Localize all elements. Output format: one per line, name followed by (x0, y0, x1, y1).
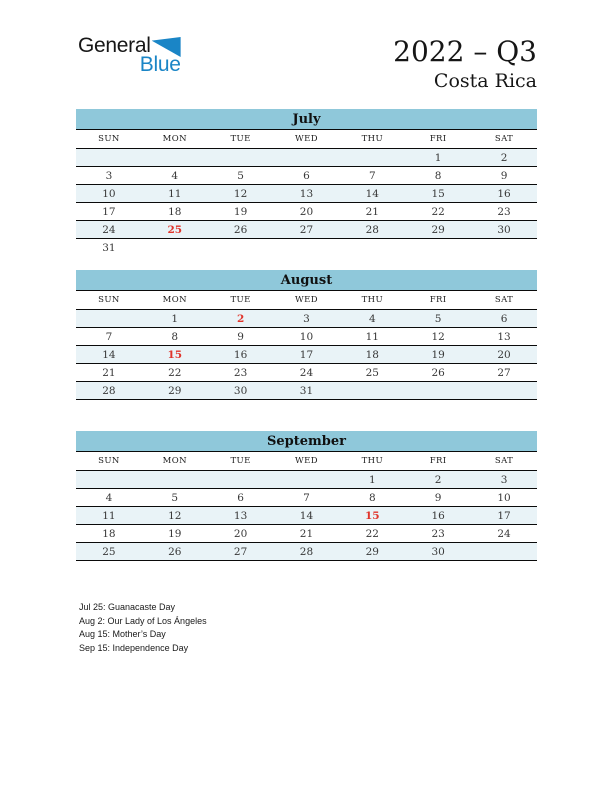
day-cell: 30 (208, 382, 274, 400)
day-cell: 28 (339, 221, 405, 239)
day-cell: 20 (299, 205, 314, 218)
day-cell: 13 (274, 185, 340, 203)
empty-day-cell (405, 239, 471, 257)
day-cell: 22 (365, 527, 379, 540)
empty-day-cell (142, 471, 208, 489)
holiday-item: Aug 2: Our Lady of Los Ángeles (79, 615, 207, 626)
day-cell: 23 (497, 205, 511, 218)
day-cell: 28 (274, 543, 340, 561)
day-cell: 24 (76, 221, 142, 239)
day-cell: 9 (237, 330, 244, 343)
day-cell: 11 (365, 330, 379, 343)
month-title: August (76, 270, 537, 291)
day-cell: 19 (405, 346, 471, 364)
empty-day-cell (471, 239, 537, 257)
logo-bottom-row (78, 54, 181, 76)
day-cell: 1 (339, 471, 405, 489)
day-cell: 22 (431, 205, 445, 218)
day-cell: 3 (274, 310, 340, 328)
empty-day-cell (142, 149, 208, 167)
day-cell: 8 (434, 169, 442, 182)
day-cell: 12 (431, 330, 445, 343)
day-cell: 9 (500, 169, 508, 182)
empty-day-cell (208, 239, 274, 257)
day-cell: 15 (405, 185, 471, 203)
general-blue-logo (78, 35, 181, 76)
day-cell: 31 (274, 382, 340, 400)
day-cell: 8 (171, 330, 179, 343)
day-cell: 4 (339, 310, 405, 328)
months-container (76, 109, 537, 561)
day-cell: 15 (142, 346, 208, 364)
day-cell: 21 (299, 527, 314, 540)
day-cell: 18 (339, 346, 405, 364)
day-cell: 26 (431, 366, 445, 379)
day-cell: 12 (208, 185, 274, 203)
day-cell: 16 (405, 507, 471, 525)
weekday-label: SUN (98, 295, 120, 305)
day-cell: 2 (208, 310, 274, 328)
empty-day-cell (274, 471, 340, 489)
day-cell: 13 (208, 507, 274, 525)
day-cell: 3 (105, 169, 113, 182)
weekday-label: SUN (98, 456, 120, 466)
day-cell: 27 (497, 366, 511, 379)
day-cell: 20 (471, 346, 537, 364)
weekday-label: WED (294, 456, 318, 466)
day-cell: 29 (142, 382, 208, 400)
day-cell: 30 (471, 221, 537, 239)
day-cell: 19 (168, 527, 182, 540)
day-cell: 14 (274, 507, 340, 525)
day-cell: 16 (208, 346, 274, 364)
day-cell: 16 (471, 185, 537, 203)
day-cell: 26 (142, 543, 208, 561)
weekday-label: MON (162, 456, 187, 466)
title-block (393, 35, 537, 93)
empty-day-cell (339, 239, 405, 257)
day-cell: 9 (434, 491, 442, 504)
weekday-label: SUN (98, 134, 120, 144)
day-cell: 31 (102, 241, 116, 254)
day-cell: 10 (299, 330, 314, 343)
day-cell: 13 (497, 330, 511, 343)
day-cell: 20 (233, 527, 248, 540)
day-cell: 3 (471, 471, 537, 489)
day-cell: 14 (76, 346, 142, 364)
page-title: 2022 – Q3 (393, 35, 537, 68)
day-cell: 25 (365, 366, 379, 379)
weekday-label: THU (361, 456, 384, 466)
empty-day-cell (471, 382, 537, 400)
empty-day-cell (76, 310, 142, 328)
holiday-item: Sep 15: Independence Day (79, 642, 189, 653)
empty-day-cell (274, 239, 340, 257)
page-subtitle: Costa Rica (433, 70, 537, 92)
day-cell: 10 (497, 491, 511, 504)
day-cell: 17 (471, 507, 537, 525)
day-cell: 10 (76, 185, 142, 203)
empty-day-cell (76, 149, 142, 167)
day-cell: 5 (237, 169, 244, 182)
weekday-label: MON (162, 295, 187, 305)
weekday-label: TUE (230, 295, 251, 305)
weekday-label: FRI (429, 295, 447, 305)
empty-day-cell (339, 149, 405, 167)
weekday-label: SAT (494, 134, 514, 144)
weekday-label: SAT (494, 295, 514, 305)
page-header (76, 35, 537, 109)
day-cell: 2 (405, 471, 471, 489)
empty-day-cell (208, 149, 274, 167)
day-cell: 24 (299, 366, 314, 379)
day-cell: 5 (171, 491, 179, 504)
month-title: July (76, 109, 537, 130)
day-cell: 6 (303, 169, 310, 182)
month-table-august (76, 270, 537, 400)
day-cell: 18 (102, 527, 116, 540)
day-cell: 27 (274, 221, 340, 239)
day-cell: 21 (365, 205, 379, 218)
weekday-label: SAT (494, 456, 514, 466)
empty-day-cell (142, 239, 208, 257)
day-cell: 7 (105, 330, 113, 343)
empty-day-cell (405, 382, 471, 400)
day-cell: 4 (105, 491, 113, 504)
weekday-label: MON (162, 134, 187, 144)
empty-day-cell (76, 471, 142, 489)
holiday-item: Aug 15: Mother’s Day (79, 629, 166, 639)
day-cell: 24 (497, 527, 511, 540)
empty-day-cell (471, 543, 537, 561)
day-cell: 26 (208, 221, 274, 239)
day-cell: 7 (368, 169, 376, 182)
day-cell: 18 (168, 205, 182, 218)
holiday-item: Jul 25: Guanacaste Day (79, 602, 176, 612)
day-cell: 4 (171, 169, 179, 182)
logo-text-general: General (78, 34, 151, 57)
day-cell: 27 (208, 543, 274, 561)
day-cell: 5 (405, 310, 471, 328)
day-cell: 25 (76, 543, 142, 561)
day-cell: 23 (233, 366, 248, 379)
weekday-label: FRI (429, 134, 447, 144)
day-cell: 2 (471, 149, 537, 167)
empty-day-cell (274, 149, 340, 167)
empty-day-cell (339, 382, 405, 400)
day-cell: 17 (274, 346, 340, 364)
weekday-label: TUE (230, 134, 251, 144)
logo-text-blue: Blue (139, 53, 181, 76)
day-cell: 28 (76, 382, 142, 400)
empty-day-cell (208, 471, 274, 489)
weekday-label: THU (361, 295, 384, 305)
day-cell: 15 (339, 507, 405, 525)
day-cell: 6 (237, 491, 244, 504)
weekday-label: WED (294, 295, 318, 305)
weekday-label: TUE (230, 456, 251, 466)
day-cell: 8 (368, 491, 376, 504)
month-table-july (76, 109, 537, 256)
page-content (76, 0, 537, 655)
weekday-label: WED (294, 134, 318, 144)
day-cell: 19 (233, 205, 248, 218)
weekday-label: FRI (429, 456, 447, 466)
day-cell: 29 (405, 221, 471, 239)
day-cell: 6 (471, 310, 537, 328)
month-title: September (76, 431, 537, 452)
month-table-september (76, 431, 537, 561)
day-cell: 22 (168, 366, 182, 379)
day-cell: 11 (142, 185, 208, 203)
weekday-label: THU (361, 134, 384, 144)
day-cell: 1 (142, 310, 208, 328)
day-cell: 29 (339, 543, 405, 561)
day-cell: 1 (405, 149, 471, 167)
day-cell: 11 (76, 507, 142, 525)
holiday-list (76, 601, 537, 655)
day-cell: 23 (431, 527, 445, 540)
day-cell: 30 (405, 543, 471, 561)
day-cell: 12 (142, 507, 208, 525)
day-cell: 14 (339, 185, 405, 203)
day-cell: 17 (102, 205, 116, 218)
day-cell: 25 (142, 221, 208, 239)
day-cell: 21 (102, 366, 116, 379)
day-cell: 7 (303, 491, 310, 504)
